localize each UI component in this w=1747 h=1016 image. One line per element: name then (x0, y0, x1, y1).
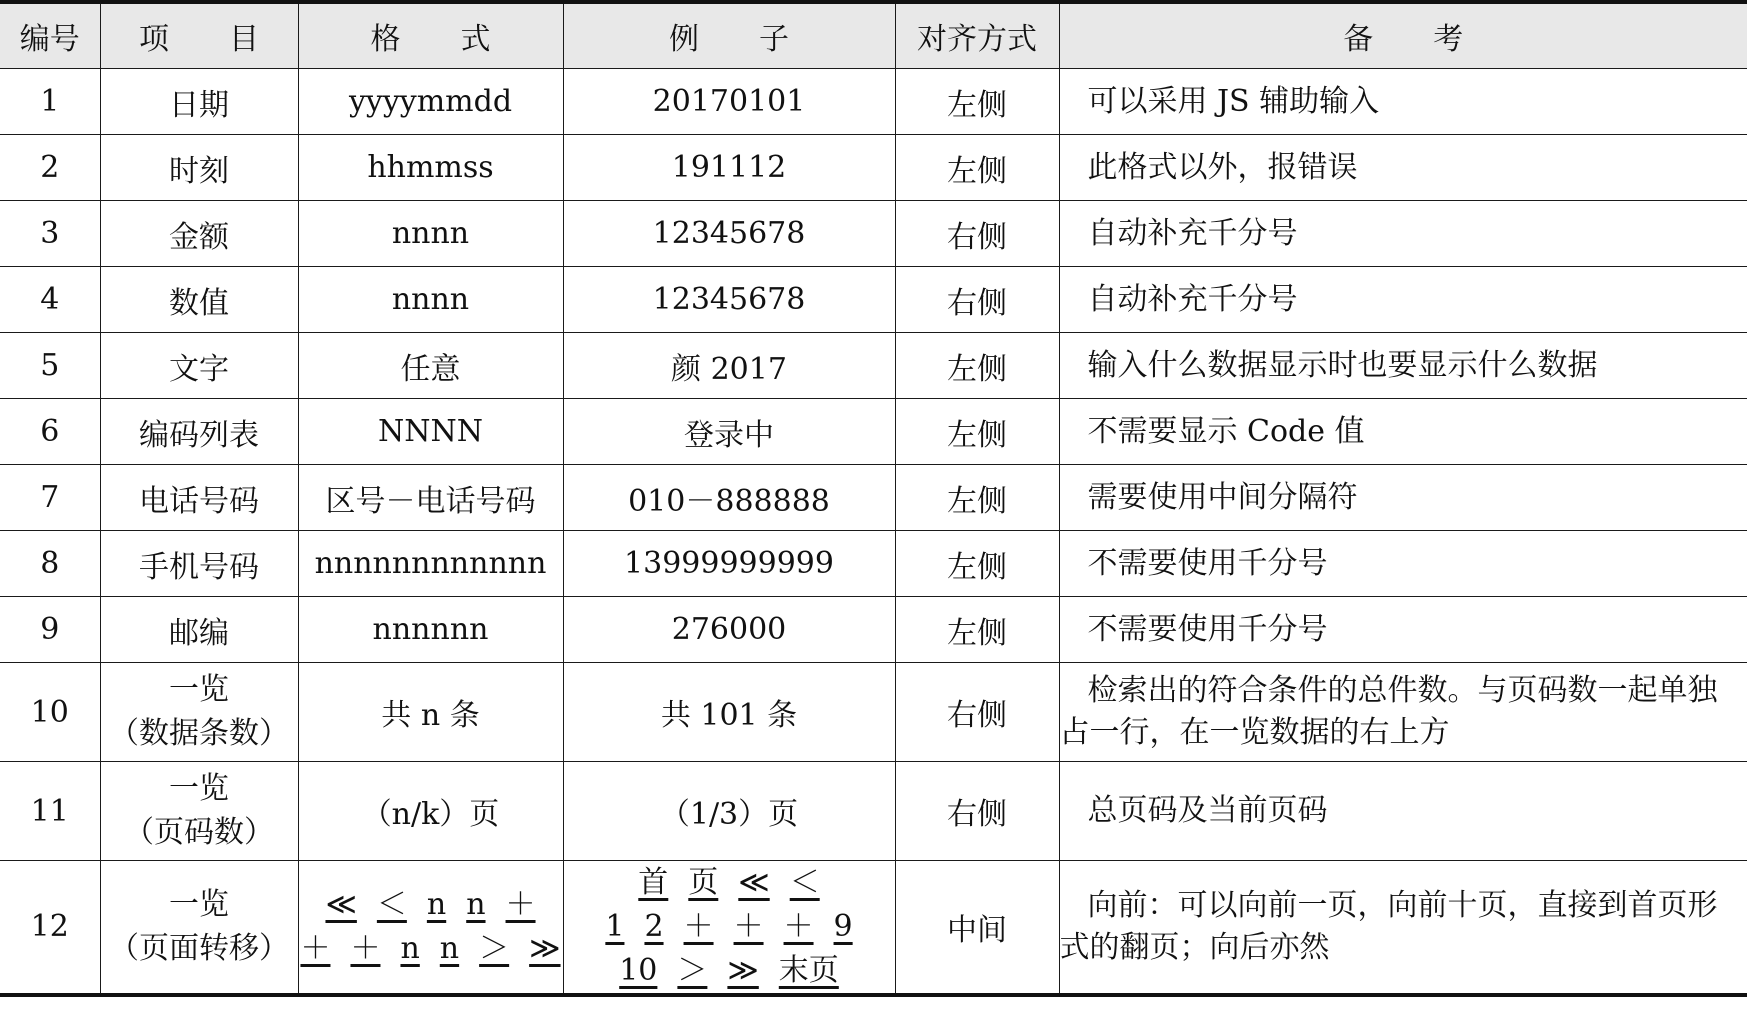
header-item: 项 目 (100, 2, 298, 69)
table-row (0, 531, 1747, 597)
cell-format: （n/k）页 (298, 762, 563, 861)
item-sublabel: （页面转移） (109, 930, 289, 966)
item-sublabel: （页码数） (124, 815, 274, 850)
pager-n: n (439, 930, 460, 966)
cell-alignment: 右侧 (895, 201, 1059, 267)
pager-prev-symbol: ＜ (789, 864, 820, 900)
pager-first-symbol: ≪ (738, 864, 770, 900)
item-sublabel: （数据条数） (109, 716, 289, 751)
table-row (0, 597, 1747, 663)
header-no: 编号 (0, 2, 100, 69)
cell-item: 日期 (100, 69, 298, 135)
cell-no: 8 (0, 531, 100, 597)
cell-item (100, 861, 298, 995)
note-text: 可以采用 JS 辅助输入 (1087, 83, 1380, 119)
cell-format: 区号－电话号码 (298, 465, 563, 531)
cell-alignment: 左侧 (895, 399, 1059, 465)
cell-note (1059, 762, 1747, 861)
cell-no: 3 (0, 201, 100, 267)
cell-format: nnnnnn (298, 597, 563, 663)
cell-example: 共 101 条 (563, 663, 895, 762)
cell-example: 13999999999 (563, 531, 895, 597)
pager-plus: ＋ (683, 908, 714, 944)
table-row (0, 267, 1747, 333)
note-text: 自动补充千分号 (1087, 215, 1298, 251)
cell-no: 2 (0, 135, 100, 201)
cell-example: 20170101 (563, 69, 895, 135)
table-row (0, 333, 1747, 399)
note-text: 输入什么数据显示时也要显示什么数据 (1087, 347, 1598, 383)
cell-note (1059, 267, 1747, 333)
cell-no: 4 (0, 267, 100, 333)
cell-item (100, 762, 298, 861)
cell-item: 邮编 (100, 597, 298, 663)
pager-format-line1 (321, 885, 539, 925)
cell-no: 6 (0, 399, 100, 465)
cell-item: 电话号码 (100, 465, 298, 531)
cell-example: 12345678 (563, 201, 895, 267)
header-alignment: 对齐方式 (895, 2, 1059, 69)
cell-alignment: 左侧 (895, 597, 1059, 663)
pager-n: n (466, 886, 486, 922)
cell-alignment: 左侧 (895, 531, 1059, 597)
cell-note (1059, 201, 1747, 267)
note-text: 检索出的符合条件的总件数。与页码数一起单独占一行，在一览数据的右上方 (1059, 673, 1718, 750)
table-row (0, 861, 1747, 995)
cell-alignment: 右侧 (895, 762, 1059, 861)
cell-no: 12 (0, 861, 100, 995)
table-header (0, 2, 1747, 69)
cell-format: nnnnnnnnnnnn (298, 531, 563, 597)
cell-item: 时刻 (100, 135, 298, 201)
cell-item: 金额 (100, 201, 298, 267)
cell-format: hhmmss (298, 135, 563, 201)
note-text: 不需要显示 Code 值 (1087, 413, 1365, 449)
cell-example: （1/3）页 (563, 762, 895, 861)
cell-item (100, 663, 298, 762)
note-text: 此格式以外，报错误 (1087, 149, 1358, 185)
pager-plus: ＋ (783, 908, 814, 944)
pager-next-symbol: ＞ (479, 930, 510, 966)
cell-alignment: 左侧 (895, 135, 1059, 201)
pager-example-line3 (615, 951, 843, 991)
cell-example: 12345678 (563, 267, 895, 333)
pager-example-line2 (601, 907, 856, 947)
pager-next-symbol: ＞ (677, 952, 708, 988)
cell-no: 1 (0, 69, 100, 135)
note-text: 总页码及当前页码 (1087, 793, 1328, 828)
pager-plus: ＋ (733, 908, 764, 944)
cell-alignment: 左侧 (895, 69, 1059, 135)
pager-prev-symbol: ＜ (376, 886, 407, 922)
pager-last-symbol: ≫ (727, 952, 759, 988)
cell-note (1059, 399, 1747, 465)
table-body (0, 69, 1747, 995)
cell-item: 数值 (100, 267, 298, 333)
header-example: 例 子 (563, 2, 895, 69)
cell-example: 276000 (563, 597, 895, 663)
table-row (0, 69, 1747, 135)
cell-format: yyyymmdd (298, 69, 563, 135)
cell-note (1059, 135, 1747, 201)
table-row (0, 135, 1747, 201)
cell-alignment: 左侧 (895, 465, 1059, 531)
cell-alignment: 右侧 (895, 663, 1059, 762)
cell-alignment: 左侧 (895, 333, 1059, 399)
pager-first-label: 页 (688, 864, 719, 900)
cell-no: 5 (0, 333, 100, 399)
pager-plus: ＋ (350, 930, 381, 966)
table-row (0, 201, 1747, 267)
cell-note (1059, 69, 1747, 135)
cell-format (298, 861, 563, 995)
table-row (0, 663, 1747, 762)
pager-last-symbol: ≫ (529, 930, 561, 966)
header-format: 格 式 (298, 2, 563, 69)
pager-plus: ＋ (505, 886, 536, 922)
item-label: 一览 (169, 672, 229, 707)
note-text: 向前：可以向前一页，向前十页，直接到首页形式的翻页；向后亦然 (1059, 887, 1718, 965)
note-text: 需要使用中间分隔符 (1087, 479, 1358, 515)
pager-example-line1 (634, 863, 823, 903)
cell-format: nnnn (298, 201, 563, 267)
note-text: 不需要使用千分号 (1087, 545, 1328, 581)
pager-format (299, 885, 563, 969)
table-row (0, 762, 1747, 861)
cell-note (1059, 861, 1747, 995)
cell-example: 登录中 (563, 399, 895, 465)
cell-format: 任意 (298, 333, 563, 399)
cell-format: nnnn (298, 267, 563, 333)
note-text: 自动补充千分号 (1087, 281, 1298, 317)
pager-first-label: 首 (638, 864, 669, 900)
pager-page-9: 9 (833, 908, 853, 944)
cell-example (563, 861, 895, 995)
note-text: 不需要使用千分号 (1087, 611, 1328, 647)
item-label: 一览 (169, 886, 229, 922)
pager-last-label: 末页 (778, 952, 839, 988)
header-notes: 备 考 (1059, 2, 1747, 69)
cell-example: 颜 2017 (563, 333, 895, 399)
table-row (0, 399, 1747, 465)
cell-item: 编码列表 (100, 399, 298, 465)
cell-format: NNNN (298, 399, 563, 465)
pager-page-2: 2 (644, 908, 664, 944)
cell-note (1059, 333, 1747, 399)
pager-n: n (400, 930, 420, 966)
cell-item: 手机号码 (100, 531, 298, 597)
cell-example: 191112 (563, 135, 895, 201)
pager-plus: ＋ (300, 930, 331, 966)
cell-alignment: 右侧 (895, 267, 1059, 333)
item-label: 一览 (169, 771, 229, 806)
pager-page-1: 1 (605, 908, 625, 944)
cell-item: 文字 (100, 333, 298, 399)
cell-no: 11 (0, 762, 100, 861)
cell-no: 7 (0, 465, 100, 531)
cell-note (1059, 531, 1747, 597)
cell-alignment: 中间 (895, 861, 1059, 995)
cell-no: 10 (0, 663, 100, 762)
pager-first-symbol: ≪ (325, 886, 357, 922)
pager-example (564, 863, 895, 991)
cell-no: 9 (0, 597, 100, 663)
pager-page-10: 10 (619, 952, 658, 988)
cell-note (1059, 597, 1747, 663)
cell-format: 共 n 条 (298, 663, 563, 762)
pager-format-line2 (296, 929, 564, 969)
cell-example: 010－888888 (563, 465, 895, 531)
cell-note (1059, 465, 1747, 531)
pager-n: n (426, 886, 447, 922)
table-row (0, 465, 1747, 531)
cell-note (1059, 663, 1747, 762)
